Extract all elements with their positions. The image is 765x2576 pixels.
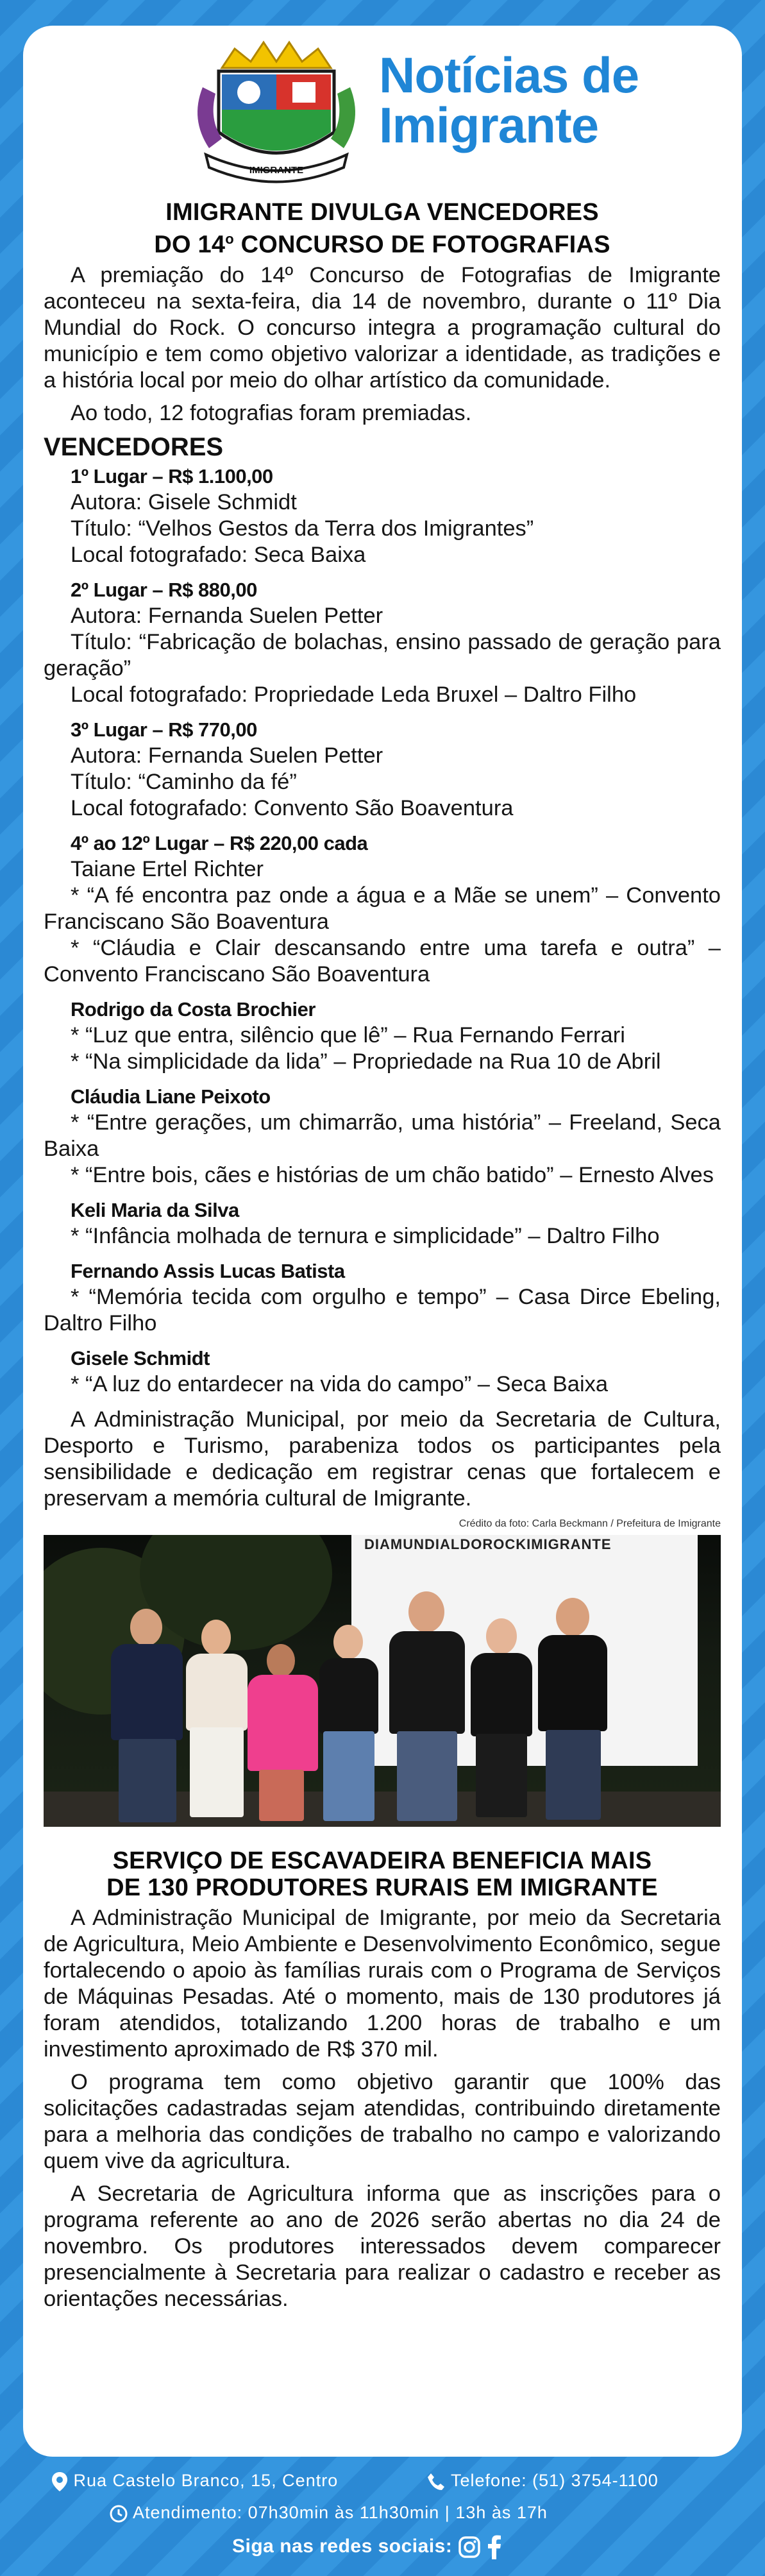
winner-rodrigo (44, 997, 721, 1075)
footer-hours-row (109, 2503, 548, 2523)
instagram-icon[interactable] (458, 2536, 481, 2559)
photo-credit: Crédito da foto: Carla Beckmann / Prefeitura de Imigrante (458, 1518, 721, 1529)
header (23, 26, 742, 192)
winner-author: Autora: Gisele Schmidt (71, 489, 297, 514)
winner-photo-title: Título: “Fabricação de bolachas, ensino passado de geração para geração” (44, 629, 721, 681)
winner-entry: * “A luz do entardecer na vida do campo” – Seca Baixa (71, 1371, 609, 1396)
winner-entry: * “Cláudia e Clair descansando entre uma tarefa e outra” – Convento Franciscano São Boaventura (44, 935, 721, 987)
winner-photo-title: Título: “Caminho da fé” (71, 769, 297, 794)
winner-place: Local fotografado: Seca Baixa (71, 542, 366, 567)
article2-paragraph-1: A Administração Municipal de Imigrante, por meio da Secretaria de Agricultura, Meio Ambiente e Desenvolvimento Econômico, segue fortalecendo o apoio às famílias rurais com o Programa de Serviços de Máquinas Pesadas. Até o momento, mais de 130 produtores já foram atendidos, totalizando 1.200 horas de trabalho e um investimento aproximado de R$ 370 mil. (44, 1905, 721, 2062)
article1-title-line1: IMIGRANTE DIVULGA VENCEDORES (165, 199, 599, 226)
footer-social-row (232, 2535, 502, 2559)
clock-icon (109, 2504, 128, 2523)
article2-headline (44, 1847, 721, 1901)
winner-keli (44, 1198, 721, 1250)
event-banner-text: DIAMUNDIALDOROCKIMIGRANTE (364, 1536, 612, 1552)
winner-head: 2º Lugar – R$ 880,00 (71, 578, 257, 601)
winner-claudia (44, 1084, 721, 1189)
winner-first (44, 464, 721, 568)
municipal-crest-logo (183, 36, 369, 190)
winner-head: 1º Lugar – R$ 1.100,00 (71, 464, 273, 487)
winners-group-photo (44, 1535, 721, 1827)
winner-entry: * “Infância molhada de ternura e simplicidade” – Daltro Filho (71, 1223, 660, 1248)
winner-name: Taiane Ertel Richter (71, 856, 264, 881)
winner-place: Local fotografado: Convento São Boaventura (71, 795, 514, 820)
footer-address: Rua Castelo Branco, 15, Centro (73, 2471, 339, 2490)
location-pin-icon (51, 2471, 68, 2492)
footer-phone-row (426, 2471, 659, 2491)
winner-name-head: Cláudia Liane Peixoto (71, 1085, 271, 1108)
winners-title: VENCEDORES (44, 432, 224, 461)
article1-title-line2: DO 14$^o$ CONCURSO DE FOTOGRAFIAS (154, 231, 610, 258)
footer-address-row (51, 2471, 338, 2492)
article2-paragraph-2: O programa tem como objetivo garantir que 100% das solicitações cadastradas sejam atendidas, contribuindo diretamente para a melhoria das condições de trabalho no campo e valorizando quem vive da agricultura. (44, 2069, 721, 2173)
winner-second (44, 577, 721, 708)
phone-icon (426, 2472, 446, 2491)
winner-entry: * “Entre bois, cães e histórias de um chão batido” – Ernesto Alves (71, 1162, 714, 1187)
winner-head: 4º ao 12º Lugar – R$ 220,00 cada (71, 831, 368, 854)
article1-paragraph-1: A premiação do 14º Concurso de Fotografias de Imigrante aconteceu na sexta-feira, dia 14 de novembro, durante o 11º Dia Mundial do Rock. O concurso integra a programação cultural do município e tem como objetivo valorizar a identidade, as tradições e a história local por meio do olhar artístico da comunidade. (44, 262, 721, 393)
newsletter-title (379, 47, 648, 153)
winner-name-head: Gisele Schmidt (71, 1346, 210, 1369)
newsletter-title-line1: Notícias de (379, 47, 639, 103)
article1-paragraph-3: A Administração Municipal, por meio da Secretaria de Cultura, Desporto e Turismo, parabeniza todos os participantes pela sensibilidade e dedicação em registrar cenas que fortalecem e preservam a memória cultural de Imigrante. (44, 1407, 721, 1511)
article1-headline (44, 199, 721, 258)
winner-entry: * “Entre gerações, um chimarrão, uma história” – Freeland, Seca Baixa (44, 1110, 721, 1161)
winner-author: Autora: Fernanda Suelen Petter (71, 603, 383, 628)
winner-photo-title: Título: “Velhos Gestos da Terra dos Imigrantes” (71, 516, 534, 541)
winner-entry: * “Memória tecida com orgulho e tempo” – Casa Dirce Ebeling, Daltro Filho (44, 1284, 721, 1335)
winner-head: 3º Lugar – R$ 770,00 (71, 718, 257, 741)
footer (0, 2462, 765, 2576)
winner-place: Local fotografado: Propriedade Leda Bruxel – Daltro Filho (71, 682, 637, 707)
footer-hours: Atendimento: 07h30min às 11h30min | 13h às 17h (133, 2503, 548, 2522)
article1-paragraph-2: Ao todo, 12 fotografias foram premiadas. (71, 400, 472, 425)
winner-third (44, 717, 721, 822)
facebook-icon[interactable] (487, 2535, 502, 2559)
newsletter-title-line2: Imigrante (379, 97, 599, 153)
winner-fernando (44, 1258, 721, 1337)
winner-gisele (44, 1346, 721, 1398)
main-content (44, 199, 721, 2319)
article2-title-line2: DE 130 PRODUTORES RURAIS EM IMIGRANTE (106, 1874, 658, 1901)
footer-social-label: Siga nas redes sociais: (232, 2535, 453, 2557)
winner-others (44, 831, 721, 988)
crest-label: IMIGRANTE (249, 165, 304, 176)
winner-name-head: Fernando Assis Lucas Batista (71, 1259, 345, 1282)
article2-paragraph-3: A Secretaria de Agricultura informa que as inscrições para o programa referente ao ano de 2026 serão abertas no dia 24 de novembro. Os produtores interessados devem comparecer presencialmente à Secretaria para realizar o cadastro e receber as orientações necessárias. (44, 2181, 721, 2311)
winner-name-head: Rodrigo da Costa Brochier (71, 997, 315, 1021)
winner-entry: * “A fé encontra paz onde a água e a Mãe se unem” – Convento Franciscano São Boaventura (44, 883, 721, 934)
article2-title-line1: SERVIÇO DE ESCAVADEIRA BENEFICIA MAIS (112, 1847, 652, 1874)
footer-phone[interactable]: Telefone: (51) 3754-1100 (451, 2471, 659, 2490)
winner-entry: * “Na simplicidade da lida” – Propriedade na Rua 10 de Abril (71, 1049, 661, 1074)
newsletter-card (23, 26, 742, 2457)
winner-author: Autora: Fernanda Suelen Petter (71, 743, 383, 768)
winner-entry: * “Luz que entra, silêncio que lê” – Rua Fernando Ferrari (71, 1022, 625, 1047)
winner-name-head: Keli Maria da Silva (71, 1198, 239, 1221)
